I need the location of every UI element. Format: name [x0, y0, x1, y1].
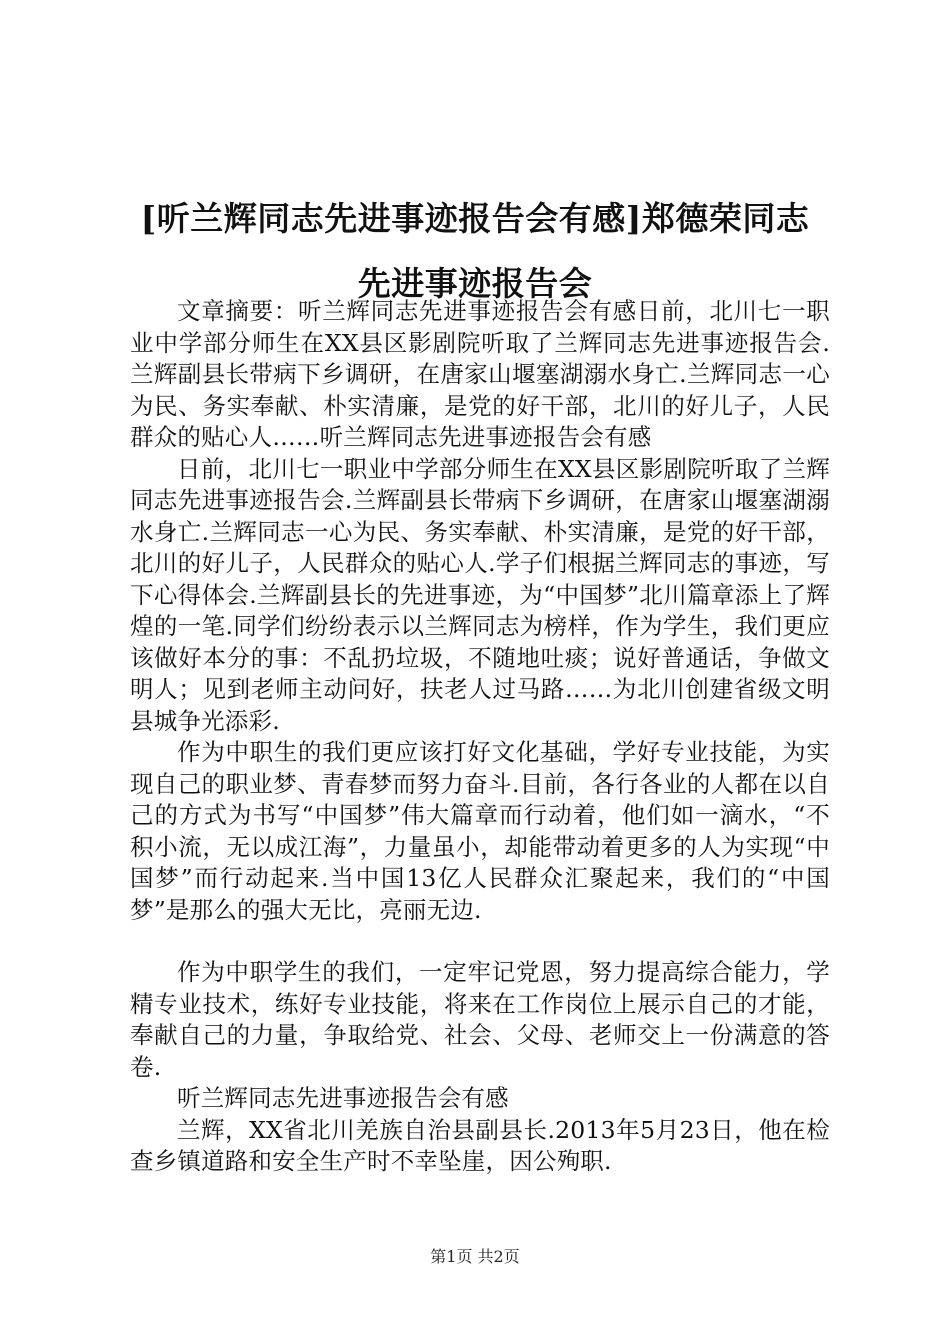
page-footer: 第1页 共2页	[430, 1247, 520, 1266]
document-title-line-1: [听兰辉同志先进事迹报告会有感]郑德荣同志	[140, 199, 810, 238]
document-body	[130, 296, 830, 1178]
body-paragraph: 日前，北川七一职业中学部分师生在XX县区影剧院听取了兰辉同志先进事迹报告会.兰辉副县长带病下乡调研，在唐家山堰塞湖溺水身亡.兰辉同志一心为民、务实奉献、朴实清廉，是党的好干部，北川的好儿子，人民群众的贴心人.学子们根据兰辉同志的事迹，写下心得体会.兰辉副县长的先进事迹，为“中国梦”北川篇章添上了辉煌的一笔.同学们纷纷表示以兰辉同志为榜样，作为学生，我们更应该做好本分的事：不乱扔垃圾，不随地吐痰；说好普通话，争做文明人；见到老师主动问好，扶老人过马路……为北川创建省级文明县城争光添彩.	[130, 454, 830, 735]
body-paragraph: 作为中职学生的我们，一定牢记党恩，努力提高综合能力，学精专业技术，练好专业技能，将来在工作岗位上展示自己的才能，奉献自己的力量，争取给党、社会、父母、老师交上一份满意的答卷.	[130, 958, 830, 1081]
body-paragraph: 作为中职生的我们更应该打好文化基础，学好专业技能，为实现自己的职业梦、青春梦而努力奋斗.目前，各行各业的人都在以自己的方式为书写“中国梦”伟大篇章而行动着，他们如一滴水，“不积小流，无以成江海”，力量虽小，却能带动着更多的人为实现“中国梦”而行动起来.当中国13亿人民群众汇聚起来，我们的“中国梦”是那么的强大无比，亮丽无边.	[130, 738, 830, 924]
abstract-paragraph: 文章摘要：听兰辉同志先进事迹报告会有感日前，北川七一职业中学部分师生在XX县区影剧院听取了兰辉同志先进事迹报告会.兰辉副县长带病下乡调研，在唐家山堰塞湖溺水身亡.兰辉同志一心为民、务实奉献、朴实清廉，是党的好干部，北川的好儿子，人民群众的贴心人……听兰辉同志先进事迹报告会有感	[130, 297, 830, 451]
document-title-line-2: 先进事迹报告会	[357, 264, 593, 303]
section-heading: 听兰辉同志先进事迹报告会有感	[177, 1084, 509, 1112]
body-paragraph: 兰辉，XX省北川羌族自治县副县长.2013年5月23日，他在检查乡镇道路和安全生产时不幸坠崖，因公殉职.	[130, 1115, 830, 1175]
